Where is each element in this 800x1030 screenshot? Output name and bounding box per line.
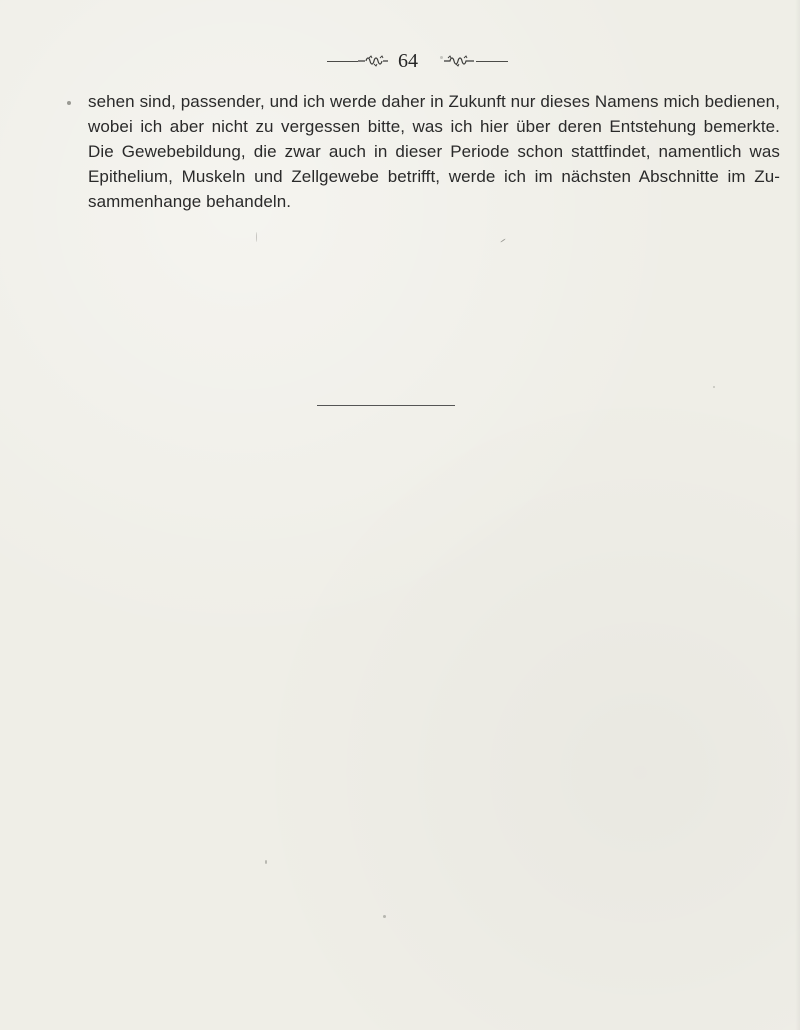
header-rule-left [327, 61, 358, 62]
paper-speck [67, 101, 71, 105]
paper-speck [500, 238, 505, 242]
paper-speck [440, 56, 443, 59]
paper-speck [713, 386, 715, 388]
body-paragraph [88, 89, 780, 214]
section-divider [317, 405, 455, 406]
right-ornament-icon [443, 55, 475, 67]
text-line: Die Gewebebildung, die zwar auch in dieser Periode schon stattfindet, namentlich was [88, 142, 780, 161]
header-rule-right [476, 61, 508, 62]
text-line: wobei ich aber nicht zu vergessen bitte, was ich hier über deren Entstehung bemerkte. [88, 117, 780, 136]
text-line: sehen sind, passender, und ich werde daher in Zukunft nur dieses Namens mich bedienen, [88, 92, 780, 111]
page-edge-shadow [795, 0, 800, 1030]
page-number: 64 [398, 50, 418, 72]
text-line: sammenhange behandeln. [88, 192, 292, 211]
page-header [0, 50, 800, 72]
left-ornament-icon [357, 55, 389, 67]
paper-speck [383, 915, 386, 918]
text-line: Epithelium, Muskeln und Zellgewebe betrifft, werde ich im nächsten Abschnitte im Zu- [88, 167, 780, 186]
paper-speck [265, 860, 267, 864]
paper-speck [256, 232, 257, 242]
